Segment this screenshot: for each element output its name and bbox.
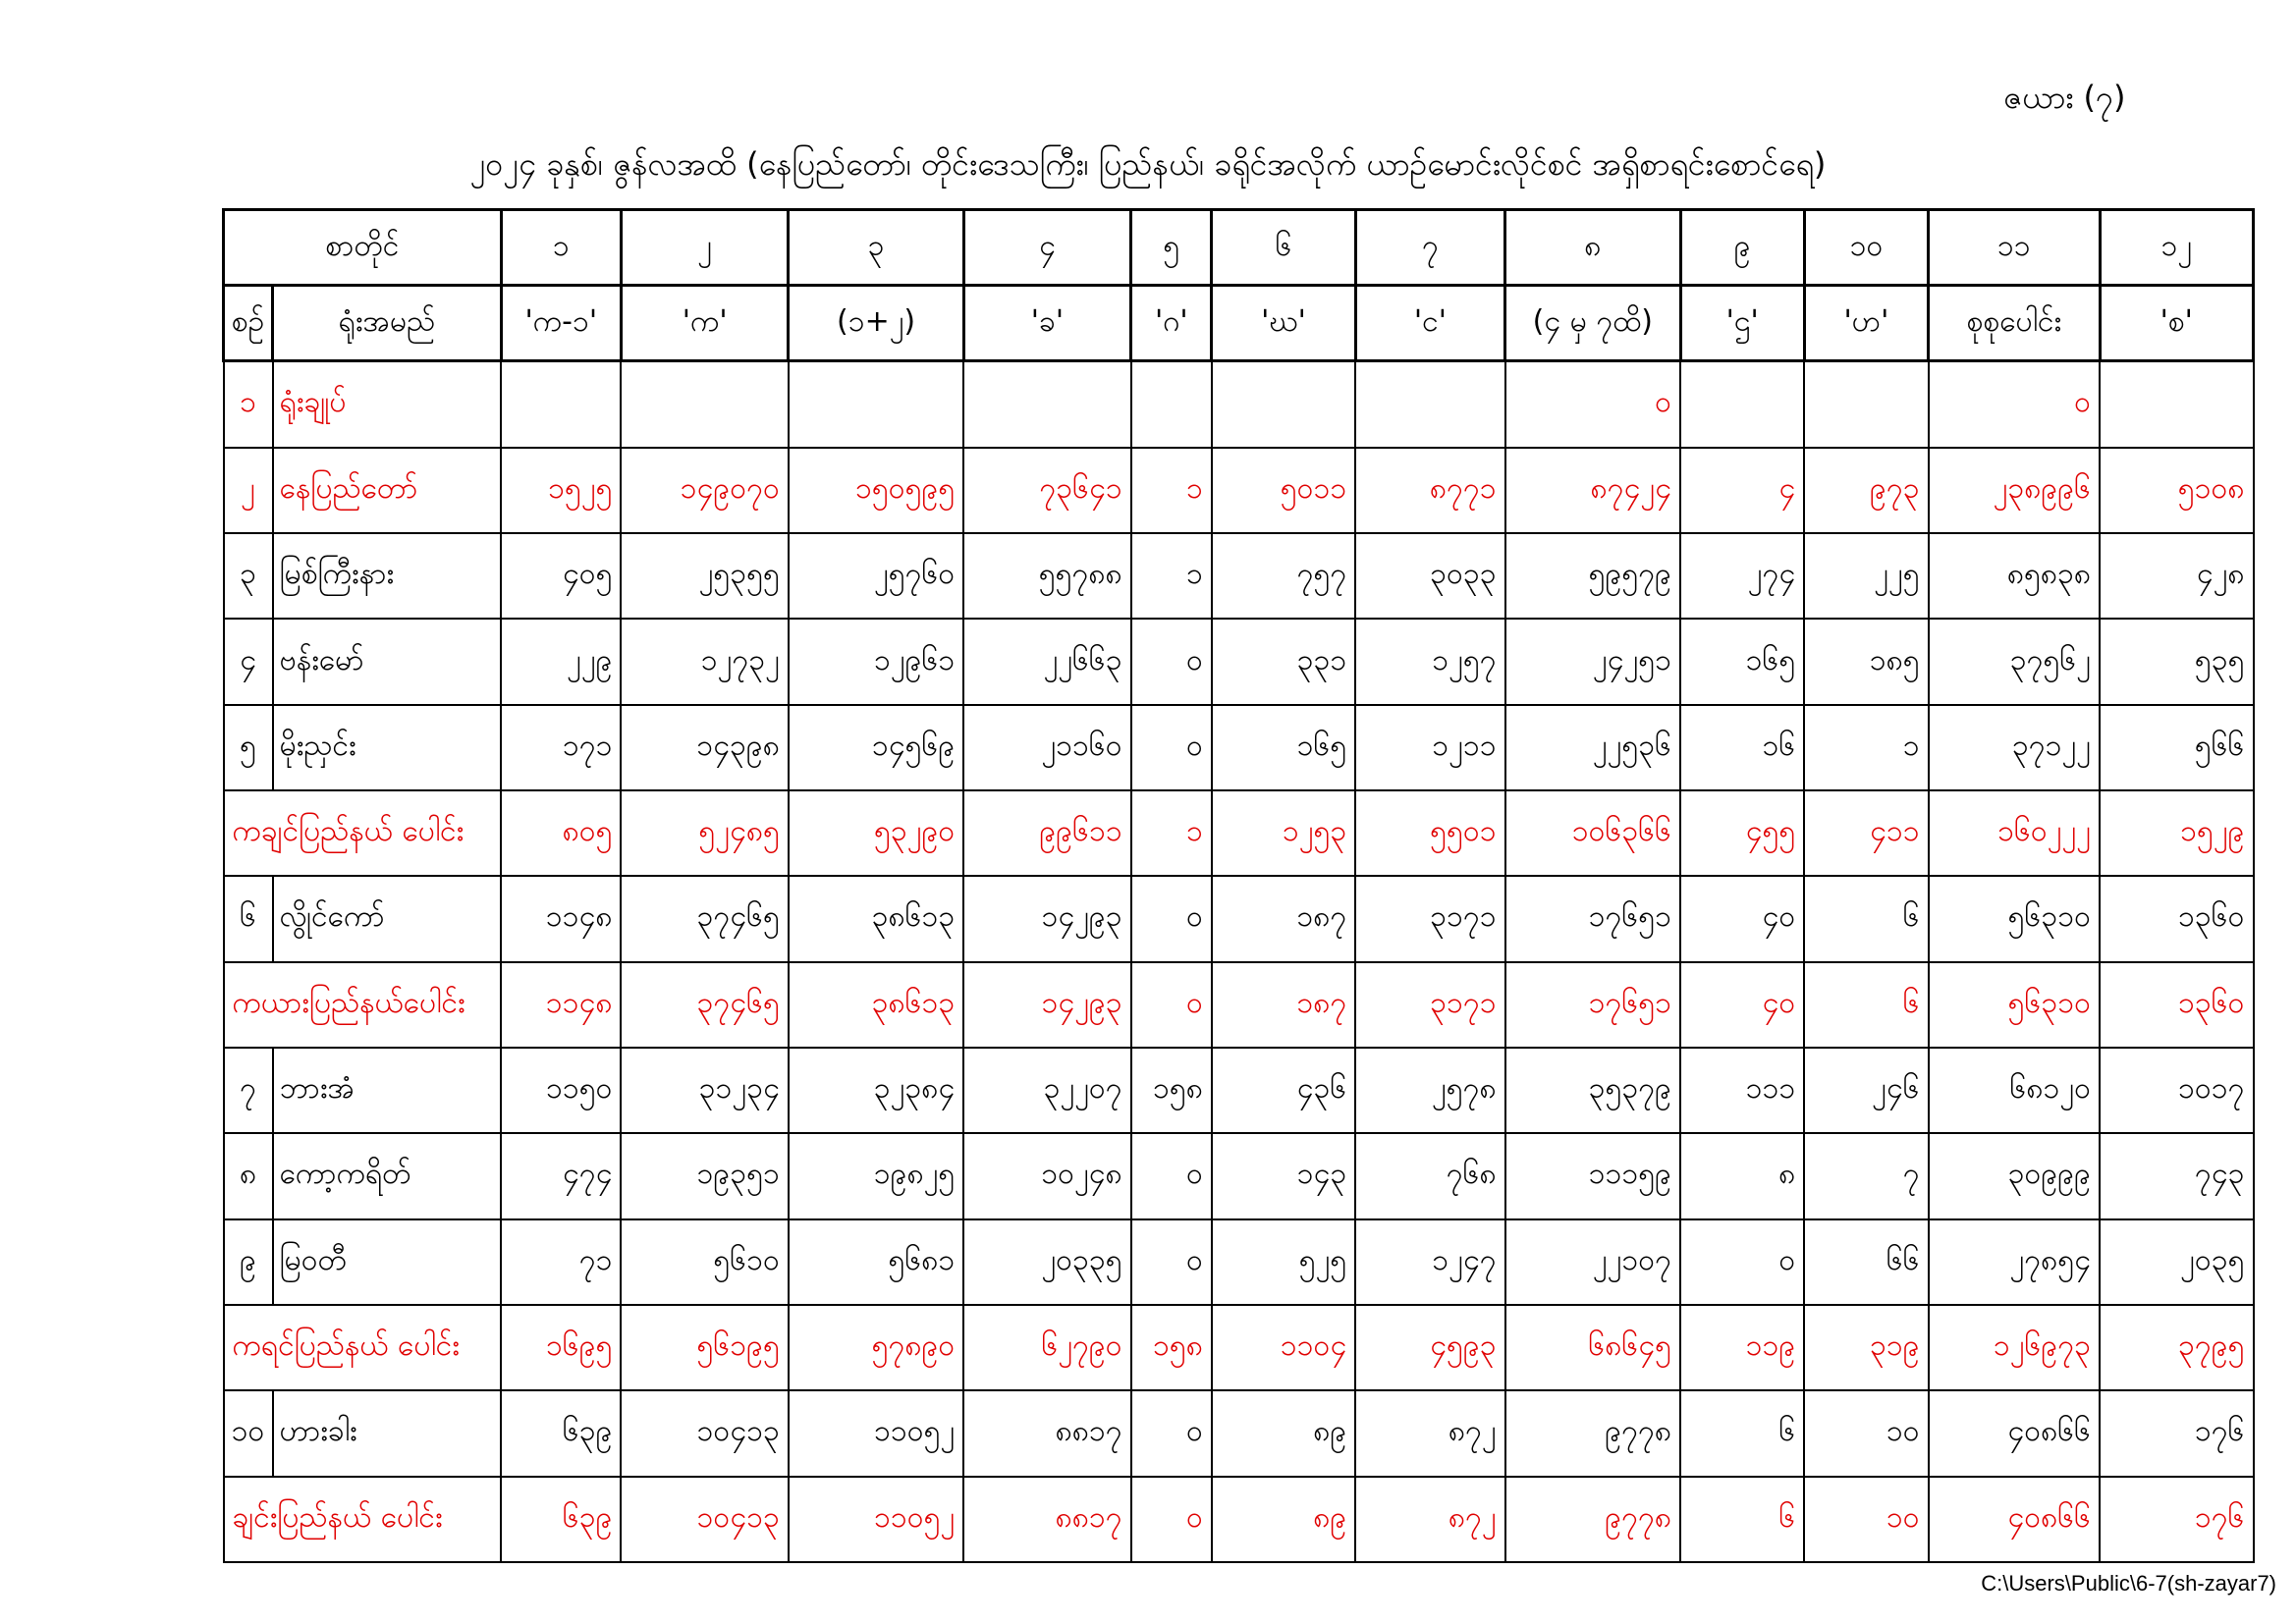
- cell-value: ၂၄၆: [1804, 1048, 1928, 1133]
- cell-value: ၃၈၆၁၃: [789, 962, 963, 1048]
- table-row: [224, 448, 2254, 533]
- cell-value: ၃၈၆၁၃: [789, 876, 963, 961]
- header-category: (၁+၂): [789, 286, 963, 361]
- cell-value: ၀: [1131, 876, 1212, 961]
- cell-value: ၁၀: [1804, 1390, 1928, 1476]
- cell-value: ၈၉: [1212, 1477, 1355, 1563]
- cell-value: [1804, 361, 1928, 448]
- cell-value: ၆: [1680, 1390, 1804, 1476]
- cell-value: ၈၇၂: [1355, 1477, 1504, 1563]
- header-col-number: ၉: [1680, 210, 1804, 286]
- serial-number: ၁၀: [224, 1390, 273, 1476]
- cell-value: ၀: [1131, 1133, 1212, 1218]
- cell-value: ၉၉၆၁၁: [963, 790, 1130, 876]
- cell-value: ၂၅၃၅၅: [621, 533, 788, 619]
- table-row: [224, 1390, 2254, 1476]
- table-total-row: [224, 1305, 2254, 1390]
- office-name: လွိုင်ကော်: [273, 876, 502, 961]
- cell-value: ၁၆၅: [1212, 705, 1355, 790]
- office-name: နေပြည်တော်: [273, 448, 502, 533]
- serial-number: ၁: [224, 361, 273, 448]
- cell-value: [621, 361, 788, 448]
- table-total-row: [224, 962, 2254, 1048]
- cell-value: ၄၀: [1680, 962, 1804, 1048]
- cell-value: ၁၄၂၉၃: [963, 962, 1130, 1048]
- cell-value: ၅၀၁၁: [1212, 448, 1355, 533]
- cell-value: ၃၅၃၇၉: [1505, 1048, 1680, 1133]
- table-row: [224, 619, 2254, 704]
- header-category: 'စ': [2100, 286, 2253, 361]
- cell-value: ၁၂၅၃: [1212, 790, 1355, 876]
- cell-value: ၂၂၆၆၃: [963, 619, 1130, 704]
- header-row-categories: [224, 286, 2254, 361]
- cell-value: ၆၆: [1804, 1219, 1928, 1305]
- cell-value: ၁၅၀၅၉၅: [789, 448, 963, 533]
- cell-value: ၄၃၆: [1212, 1048, 1355, 1133]
- table-row: [224, 876, 2254, 961]
- total-row-label: ချင်းပြည်နယ် ပေါင်း: [224, 1477, 502, 1563]
- cell-value: ၁၈၅: [1804, 619, 1928, 704]
- cell-value: ၅၆၆: [2100, 705, 2253, 790]
- cell-value: ၁၁၀၅၂: [789, 1390, 963, 1476]
- cell-value: ၃၇၁၂၂: [1929, 705, 2100, 790]
- cell-value: ၁၈၇: [1212, 876, 1355, 961]
- cell-value: ၁၀၄၁၃: [621, 1390, 788, 1476]
- header-col-number: ၇: [1355, 210, 1504, 286]
- cell-value: ၂၇၈၅၄: [1929, 1219, 2100, 1305]
- cell-value: [2100, 361, 2253, 448]
- cell-value: ၈၉: [1212, 1390, 1355, 1476]
- cell-value: ၃၂၂၀၇: [963, 1048, 1130, 1133]
- cell-value: ၁၃၆၀: [2100, 876, 2253, 961]
- cell-value: ၃၁၇၁: [1355, 876, 1504, 961]
- cell-value: ၁၀၁၇: [2100, 1048, 2253, 1133]
- cell-value: ၁၅၂၉: [2100, 790, 2253, 876]
- cell-value: ၅၅၀၁: [1355, 790, 1504, 876]
- header-col-number: ၁: [501, 210, 621, 286]
- cell-value: ၄၀၈၆၆: [1929, 1390, 2100, 1476]
- cell-value: ၃၁၂၃၄: [621, 1048, 788, 1133]
- header-category: 'ဟ': [1804, 286, 1928, 361]
- cell-value: [789, 361, 963, 448]
- cell-value: ၂၀၃၃၅: [963, 1219, 1130, 1305]
- cell-value: ၁၄၃: [1212, 1133, 1355, 1218]
- cell-value: ၀: [1131, 1219, 1212, 1305]
- cell-value: ၂၅၇၆၀: [789, 533, 963, 619]
- cell-value: ၁: [1131, 533, 1212, 619]
- cell-value: ၈၅၈၃၈: [1929, 533, 2100, 619]
- cell-value: ၄၅၅: [1680, 790, 1804, 876]
- header-col-number: ၄: [963, 210, 1130, 286]
- cell-value: ၅၇၈၉၀: [789, 1305, 963, 1390]
- cell-value: ၅၆၈၁: [789, 1219, 963, 1305]
- cell-value: ၂၁၁၆၀: [963, 705, 1130, 790]
- cell-value: ၃၁၇၁: [1355, 962, 1504, 1048]
- serial-number: ၉: [224, 1219, 273, 1305]
- cell-value: ၄၅၉၃: [1355, 1305, 1504, 1390]
- cell-value: ၁၂၆၉၇၃: [1929, 1305, 2100, 1390]
- cell-value: [501, 361, 621, 448]
- cell-value: ၁၅၂၅: [501, 448, 621, 533]
- cell-value: ၆၈၆၄၅: [1505, 1305, 1680, 1390]
- header-col-number: ၃: [789, 210, 963, 286]
- header-category: 'က': [621, 286, 788, 361]
- cell-value: ၁၄၂၉၃: [963, 876, 1130, 961]
- office-name: ဗန်းမော်: [273, 619, 502, 704]
- cell-value: ၁၁၁: [1680, 1048, 1804, 1133]
- cell-value: ၁၀၄၁၃: [621, 1477, 788, 1563]
- table-row: [224, 705, 2254, 790]
- cell-value: ၆၃၉: [501, 1477, 621, 1563]
- table-row: [224, 361, 2254, 448]
- table-total-row: [224, 1477, 2254, 1563]
- header-col-number: ၁၂: [2100, 210, 2253, 286]
- footer-file-path: C:\Users\Public\6-7(sh-zayar7): [1981, 1571, 2276, 1596]
- serial-number: ၂: [224, 448, 273, 533]
- cell-value: [963, 361, 1130, 448]
- cell-value: ၄၀၅: [501, 533, 621, 619]
- page-title: ၂၀၂၄ ခုနှစ်၊ ဇွန်လအထိ (နေပြည်တော်၊ တိုင်းဒေသကြီး၊ ပြည်နယ်၊ ခရိုင်အလိုက် ယာဉ်မောင်းလိုင်စင် အရှိစာရင်းစောင်ရေ): [469, 145, 1827, 183]
- office-name: ရုံးချုပ်: [273, 361, 502, 448]
- cell-value: ၄၀၈၆၆: [1929, 1477, 2100, 1563]
- cell-value: ၀: [1929, 361, 2100, 448]
- cell-value: ၄: [1680, 448, 1804, 533]
- cell-value: ၁၁၀၅၂: [789, 1477, 963, 1563]
- cell-value: ၅၃၅: [2100, 619, 2253, 704]
- header-col-number: ၁၁: [1929, 210, 2100, 286]
- cell-value: [1131, 361, 1212, 448]
- cell-value: ၅၂၅: [1212, 1219, 1355, 1305]
- cell-value: ၈၇၇၁: [1355, 448, 1504, 533]
- cell-value: ၇၁: [501, 1219, 621, 1305]
- cell-value: ၁၂၉၆၁: [789, 619, 963, 704]
- serial-number: ၆: [224, 876, 273, 961]
- cell-value: ၈၇၄၂၄: [1505, 448, 1680, 533]
- cell-value: ၁၇၆: [2100, 1477, 2253, 1563]
- cell-value: ၅၂၄၈၅: [621, 790, 788, 876]
- cell-value: ၃၀၉၉၉: [1929, 1133, 2100, 1218]
- office-name: မြစ်ကြီးနား: [273, 533, 502, 619]
- header-col-number: ၅: [1131, 210, 1212, 286]
- cell-value: ၂၄၂၅၁: [1505, 619, 1680, 704]
- cell-value: ၃၇၅၆၂: [1929, 619, 2100, 704]
- cell-value: ၉၇၇၈: [1505, 1477, 1680, 1563]
- cell-value: ၅၃၂၉၀: [789, 790, 963, 876]
- cell-value: ၆၃၉: [501, 1390, 621, 1476]
- cell-value: [1680, 361, 1804, 448]
- cell-value: ၁၄၉၀၇၀: [621, 448, 788, 533]
- cell-value: ၁၀၂၄၈: [963, 1133, 1130, 1218]
- cell-value: ၁၇၆၅၁: [1505, 962, 1680, 1048]
- cell-value: ၇၄၃: [2100, 1133, 2253, 1218]
- header-office-name: ရုံးအမည်: [273, 286, 502, 361]
- cell-value: ၁၈၇: [1212, 962, 1355, 1048]
- cell-value: ၄၂၈: [2100, 533, 2253, 619]
- cell-value: ၁၀၆၃၆၆: [1505, 790, 1680, 876]
- cell-value: ၁: [1804, 705, 1928, 790]
- total-row-label: ကယားပြည်နယ်ပေါင်း: [224, 962, 502, 1048]
- license-table: [222, 208, 2255, 1563]
- cell-value: ၈: [1680, 1133, 1804, 1218]
- cell-value: ၉၇၃: [1804, 448, 1928, 533]
- header-category: 'ဃ': [1212, 286, 1355, 361]
- header-row-numbers: [224, 210, 2254, 286]
- cell-value: ၁၂၅၇: [1355, 619, 1504, 704]
- cell-value: ၂၇၄: [1680, 533, 1804, 619]
- cell-value: ၂၀၃၅: [2100, 1219, 2253, 1305]
- cell-value: ၉၇၇၈: [1505, 1390, 1680, 1476]
- header-category: 'ဂ': [1131, 286, 1212, 361]
- cell-value: ၄၀: [1680, 876, 1804, 961]
- cell-value: ၁၆၀၂၂၂: [1929, 790, 2100, 876]
- office-name: ဘားအံ: [273, 1048, 502, 1133]
- cell-value: ၆: [1804, 962, 1928, 1048]
- cell-value: ၅၉၅၇၉: [1505, 533, 1680, 619]
- cell-value: ၂၂၅: [1804, 533, 1928, 619]
- table-total-row: [224, 790, 2254, 876]
- office-name: မြဝတီ: [273, 1219, 502, 1305]
- schedule-label: ဇယား (၇): [2003, 79, 2126, 116]
- total-row-label: ကရင်ပြည်နယ် ပေါင်း: [224, 1305, 502, 1390]
- cell-value: ၅၆၃၁၀: [1929, 962, 2100, 1048]
- cell-value: ၃၇၉၅: [2100, 1305, 2253, 1390]
- serial-number: ၄: [224, 619, 273, 704]
- cell-value: ၁၄၅၆၉: [789, 705, 963, 790]
- serial-number: ၃: [224, 533, 273, 619]
- cell-value: ၂၃၈၉၉၆: [1929, 448, 2100, 533]
- office-name: ကော့ကရိတ်: [273, 1133, 502, 1218]
- serial-number: ၈: [224, 1133, 273, 1218]
- serial-number: ၇: [224, 1048, 273, 1133]
- cell-value: ၂၂၁၀၇: [1505, 1219, 1680, 1305]
- cell-value: ၆: [1680, 1477, 1804, 1563]
- cell-value: ၂၅၇၈: [1355, 1048, 1504, 1133]
- table-row: [224, 1219, 2254, 1305]
- cell-value: ၂၂၉: [501, 619, 621, 704]
- cell-value: ၁၄၃၉၈: [621, 705, 788, 790]
- cell-value: ၇၃၆၄၁: [963, 448, 1130, 533]
- cell-value: ၁၃၆၀: [2100, 962, 2253, 1048]
- cell-value: ၁၁၉: [1680, 1305, 1804, 1390]
- table-row: [224, 1133, 2254, 1218]
- cell-value: ၁၂၇၃၂: [621, 619, 788, 704]
- header-category: 'ခ': [963, 286, 1130, 361]
- cell-value: ၇: [1804, 1133, 1928, 1218]
- office-name: မိုးညှင်း: [273, 705, 502, 790]
- cell-value: ၁၀: [1804, 1477, 1928, 1563]
- cell-value: ၁၅၈: [1131, 1048, 1212, 1133]
- header-serial: စဉ်: [224, 286, 273, 361]
- cell-value: ၁၁၀၄: [1212, 1305, 1355, 1390]
- cell-value: ၅၆၁၉၅: [621, 1305, 788, 1390]
- office-name: ဟားခါး: [273, 1390, 502, 1476]
- cell-value: ၀: [1131, 705, 1212, 790]
- cell-value: ၄၁၁: [1804, 790, 1928, 876]
- header-col-number: ၂: [621, 210, 788, 286]
- cell-value: ၃၀၃၃: [1355, 533, 1504, 619]
- cell-value: ၃၇၄၆၅: [621, 876, 788, 961]
- cell-value: [1212, 361, 1355, 448]
- cell-value: ၆၂၇၉၀: [963, 1305, 1130, 1390]
- header-category: (၄ မှ ၇ထိ): [1505, 286, 1680, 361]
- cell-value: ၁၉၈၂၅: [789, 1133, 963, 1218]
- cell-value: ၁၆၉၅: [501, 1305, 621, 1390]
- header-category: 'င': [1355, 286, 1504, 361]
- cell-value: ၅၆၁၀: [621, 1219, 788, 1305]
- header-category: စုစုပေါင်း: [1929, 286, 2100, 361]
- cell-value: ၇၅၇: [1212, 533, 1355, 619]
- cell-value: ၂၂၅၃၆: [1505, 705, 1680, 790]
- cell-value: ၀: [1131, 1477, 1212, 1563]
- cell-value: ၁၆: [1680, 705, 1804, 790]
- cell-value: ၁၁၄၈: [501, 876, 621, 961]
- cell-value: ၀: [1505, 361, 1680, 448]
- cell-value: ၈၈၁၇: [963, 1477, 1130, 1563]
- cell-value: ၆၈၁၂၀: [1929, 1048, 2100, 1133]
- header-category: 'က-၁': [501, 286, 621, 361]
- header-col-number: ၁၀: [1804, 210, 1928, 286]
- total-row-label: ကချင်ပြည်နယ် ပေါင်း: [224, 790, 502, 876]
- cell-value: ၁: [1131, 448, 1212, 533]
- table-row: [224, 1048, 2254, 1133]
- cell-value: ၀: [1131, 1390, 1212, 1476]
- cell-value: ၀: [1131, 962, 1212, 1048]
- cell-value: ၁၇၆: [2100, 1390, 2253, 1476]
- cell-value: ၈၈၁၇: [963, 1390, 1130, 1476]
- cell-value: ၁၆၅: [1680, 619, 1804, 704]
- header-category: 'ဌ': [1680, 286, 1804, 361]
- cell-value: ၃၁၉: [1804, 1305, 1928, 1390]
- cell-value: ၇၆၈: [1355, 1133, 1504, 1218]
- cell-value: ၅၁၀၈: [2100, 448, 2253, 533]
- cell-value: ၀: [1131, 619, 1212, 704]
- cell-value: ၅၆၃၁၀: [1929, 876, 2100, 961]
- cell-value: ၃၃၁: [1212, 619, 1355, 704]
- cell-value: ၃၇၄၆၅: [621, 962, 788, 1048]
- cell-value: ၁၇၆၅၁: [1505, 876, 1680, 961]
- cell-value: ၁၁၄၈: [501, 962, 621, 1048]
- header-col-number: ၈: [1505, 210, 1680, 286]
- table-row: [224, 533, 2254, 619]
- header-column-label: စာတိုင်: [224, 210, 502, 286]
- cell-value: ၁၇၁: [501, 705, 621, 790]
- cell-value: ၄၇၄: [501, 1133, 621, 1218]
- cell-value: ၈၀၅: [501, 790, 621, 876]
- cell-value: [1355, 361, 1504, 448]
- cell-value: ၃၂၃၈၄: [789, 1048, 963, 1133]
- cell-value: ၅၅၇၈၈: [963, 533, 1130, 619]
- cell-value: ၁၉၃၅၁: [621, 1133, 788, 1218]
- cell-value: ၁: [1131, 790, 1212, 876]
- serial-number: ၅: [224, 705, 273, 790]
- cell-value: ၁၅၈: [1131, 1305, 1212, 1390]
- cell-value: ၀: [1680, 1219, 1804, 1305]
- cell-value: ၁၂၁၁: [1355, 705, 1504, 790]
- cell-value: ၆: [1804, 876, 1928, 961]
- cell-value: ၁၁၅၀: [501, 1048, 621, 1133]
- cell-value: ၁၁၁၅၉: [1505, 1133, 1680, 1218]
- cell-value: ၁၂၄၇: [1355, 1219, 1504, 1305]
- cell-value: ၈၇၂: [1355, 1390, 1504, 1476]
- header-col-number: ၆: [1212, 210, 1355, 286]
